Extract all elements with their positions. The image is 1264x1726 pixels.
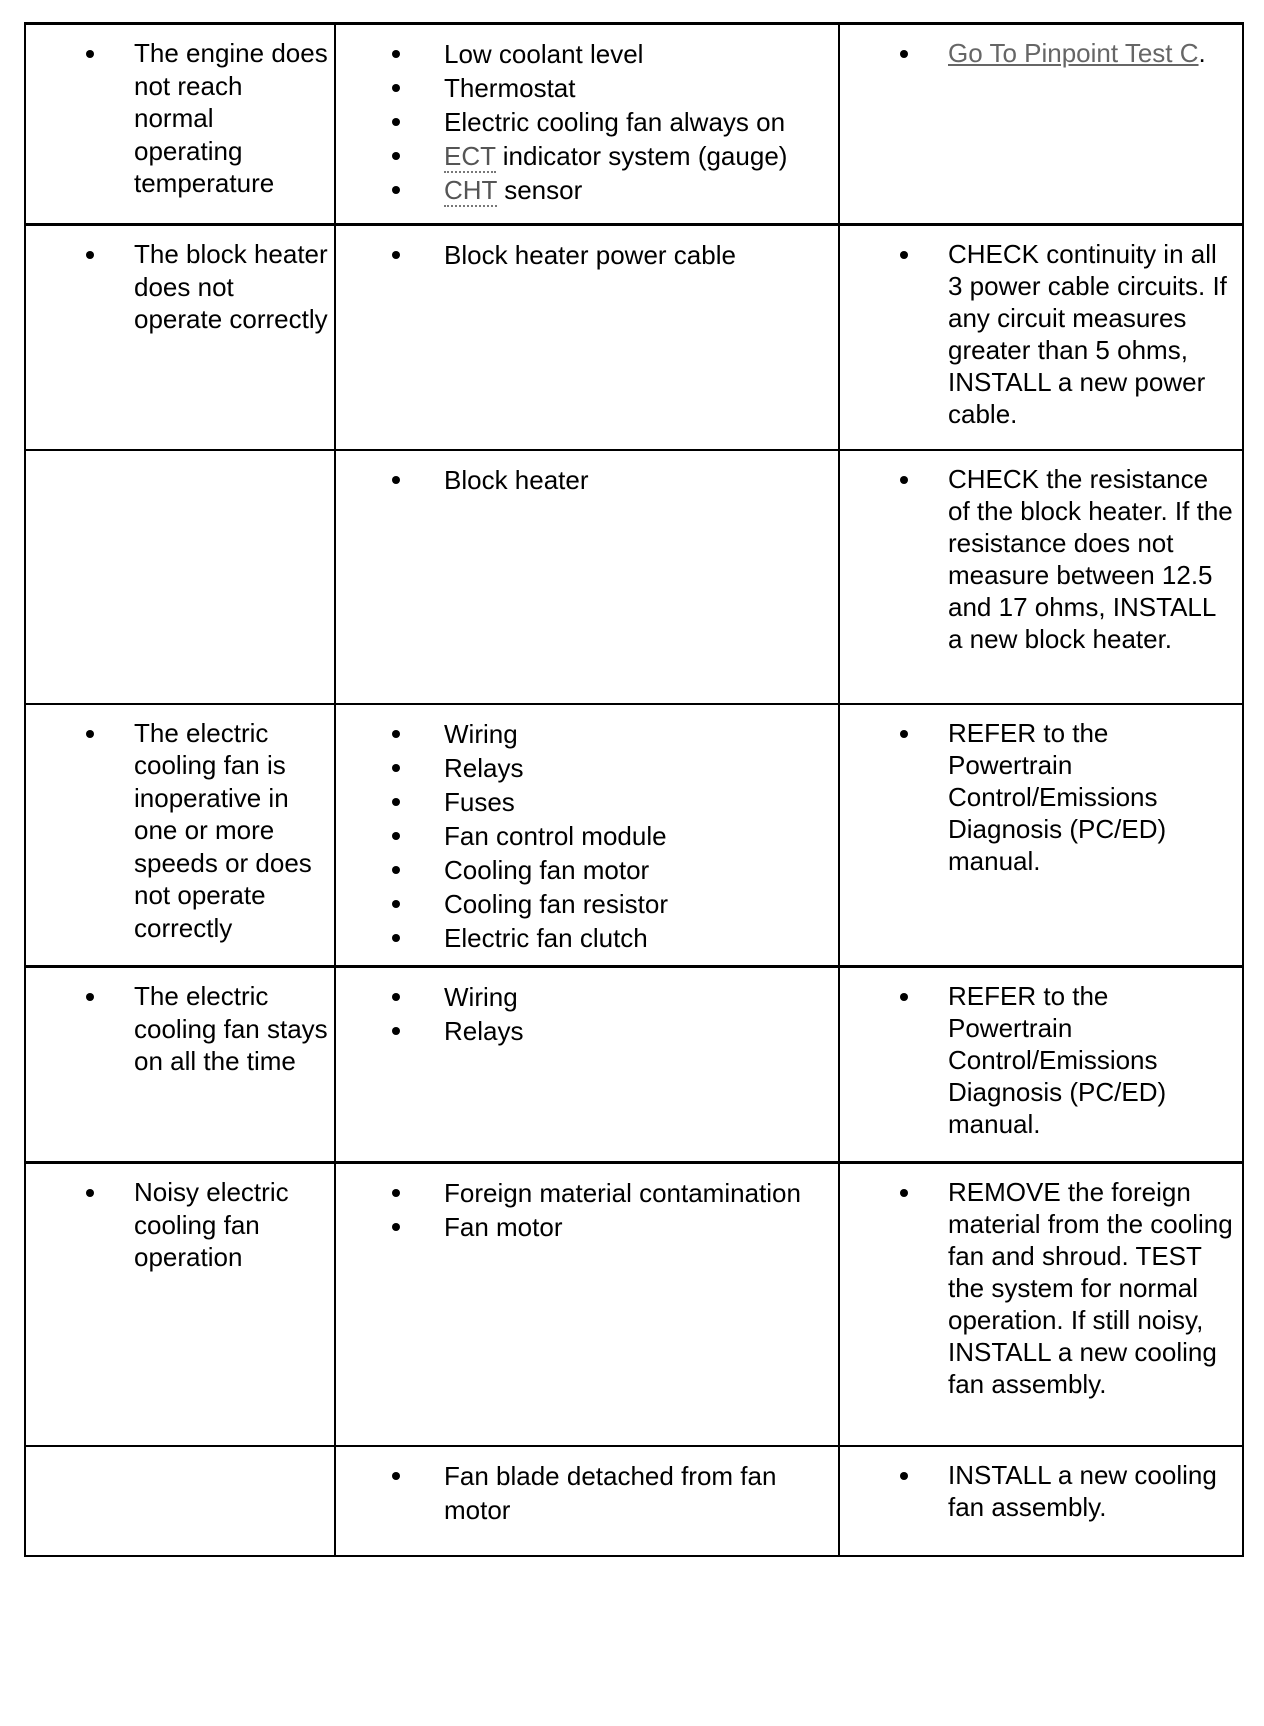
bullet-icon — [392, 84, 400, 92]
table-row — [25, 24, 1243, 225]
condition-item: The electric cooling fan stays on all the time — [26, 980, 328, 1078]
source-item: ECT indicator system (gauge) — [336, 139, 832, 173]
bullet-icon — [392, 50, 400, 58]
condition-cell — [25, 1163, 335, 1446]
action-item: CHECK the resistance of the block heater. If the resistance does not measure between 12.5 and 17 ohms, INSTALL a new block heater. — [840, 463, 1236, 655]
source-item: Fan motor — [336, 1210, 832, 1244]
bullet-icon — [86, 730, 94, 738]
bullet-icon — [392, 476, 400, 484]
bullet-icon — [392, 1189, 400, 1197]
table-row — [25, 450, 1243, 704]
table-row — [25, 1446, 1243, 1556]
source-item: Block heater — [336, 463, 832, 497]
possible-source-cell — [335, 225, 839, 450]
condition-item: Noisy electric cooling fan operation — [26, 1176, 328, 1274]
source-item: Cooling fan motor — [336, 853, 832, 887]
bullet-icon — [392, 798, 400, 806]
action-item: REFER to the Powertrain Control/Emissions Diagnosis (PC/ED) manual. — [840, 980, 1236, 1140]
source-item: Low coolant level — [336, 37, 832, 71]
possible-source-cell — [335, 967, 839, 1163]
symptom-chart-table — [24, 22, 1244, 1557]
bullet-icon — [392, 993, 400, 1001]
bullet-icon — [900, 251, 908, 259]
action-item: INSTALL a new cooling fan assembly. — [840, 1459, 1236, 1523]
possible-source-cell — [335, 1163, 839, 1446]
source-item: Cooling fan resistor — [336, 887, 832, 921]
bullet-icon — [392, 251, 400, 259]
action-item: Go To Pinpoint Test C. — [840, 37, 1236, 69]
bullet-icon — [900, 1472, 908, 1480]
condition-cell — [25, 967, 335, 1163]
source-item: Thermostat — [336, 71, 832, 105]
bullet-icon — [392, 764, 400, 772]
bullet-icon — [392, 118, 400, 126]
condition-cell — [25, 1446, 335, 1556]
bullet-icon — [900, 993, 908, 1001]
source-item: Wiring — [336, 980, 832, 1014]
bullet-icon — [86, 993, 94, 1001]
action-cell — [839, 225, 1243, 450]
table-row — [25, 1163, 1243, 1446]
condition-cell — [25, 225, 335, 450]
abbreviation-cht[interactable]: CHT — [444, 175, 497, 205]
table-row — [25, 704, 1243, 967]
bullet-icon — [392, 832, 400, 840]
action-cell — [839, 1163, 1243, 1446]
source-item: Fan blade detached from fan motor — [336, 1459, 832, 1527]
condition-item: The block heater does not operate correctly — [26, 238, 328, 336]
bullet-icon — [900, 730, 908, 738]
possible-source-cell — [335, 704, 839, 967]
action-item: REMOVE the foreign material from the cooling fan and shroud. TEST the system for normal operation. If still noisy, INSTALL a new cooling fan assembly. — [840, 1176, 1236, 1400]
pinpoint-test-c-link[interactable]: Go To Pinpoint Test C — [948, 38, 1199, 68]
bullet-icon — [392, 152, 400, 160]
action-item: CHECK continuity in all 3 power cable circuits. If any circuit measures greater than 5 ohms, INSTALL a new power cable. — [840, 238, 1236, 430]
source-item: Electric fan clutch — [336, 921, 832, 955]
condition-item: The electric cooling fan is inoperative in one or more speeds or does not operate correctly — [26, 717, 328, 945]
bullet-icon — [900, 476, 908, 484]
condition-cell — [25, 450, 335, 704]
action-cell — [839, 450, 1243, 704]
source-item: CHT sensor — [336, 173, 832, 207]
action-cell — [839, 704, 1243, 967]
source-item: Block heater power cable — [336, 238, 832, 272]
source-item: Wiring — [336, 717, 832, 751]
bullet-icon — [392, 866, 400, 874]
bullet-icon — [86, 1189, 94, 1197]
bullet-icon — [392, 1472, 400, 1480]
possible-source-cell — [335, 1446, 839, 1556]
bullet-icon — [86, 50, 94, 58]
source-item: Electric cooling fan always on — [336, 105, 832, 139]
condition-cell — [25, 24, 335, 225]
bullet-icon — [392, 186, 400, 194]
bullet-icon — [392, 1027, 400, 1035]
bullet-icon — [86, 251, 94, 259]
abbreviation-ect[interactable]: ECT — [444, 141, 496, 171]
source-item: Fan control module — [336, 819, 832, 853]
possible-source-cell — [335, 450, 839, 704]
source-item: Relays — [336, 751, 832, 785]
bullet-icon — [392, 934, 400, 942]
condition-cell — [25, 704, 335, 967]
bullet-icon — [392, 1223, 400, 1231]
bullet-icon — [392, 730, 400, 738]
source-item: Relays — [336, 1014, 832, 1048]
condition-item: The engine does not reach normal operating temperature — [26, 37, 328, 200]
table-row — [25, 967, 1243, 1163]
action-item: REFER to the Powertrain Control/Emissions Diagnosis (PC/ED) manual. — [840, 717, 1236, 877]
action-cell — [839, 24, 1243, 225]
source-item: Fuses — [336, 785, 832, 819]
bullet-icon — [392, 900, 400, 908]
possible-source-cell — [335, 24, 839, 225]
action-cell — [839, 967, 1243, 1163]
bullet-icon — [900, 50, 908, 58]
bullet-icon — [900, 1189, 908, 1197]
table-row — [25, 225, 1243, 450]
action-cell — [839, 1446, 1243, 1556]
source-item: Foreign material contamination — [336, 1176, 832, 1210]
